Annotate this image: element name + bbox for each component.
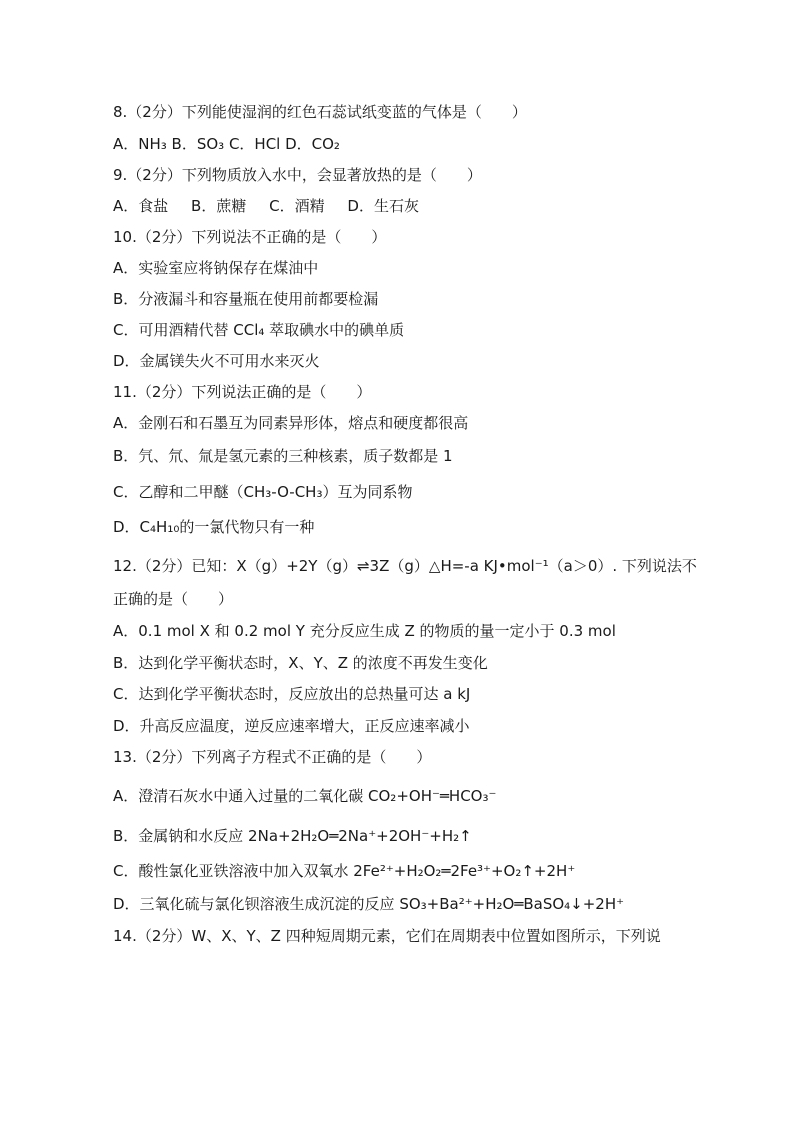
question-9-stem: 9.（2分）下列物质放入水中，会显著放热的是（ ） — [113, 166, 482, 184]
question-12-option-d: D．升高反应温度，逆反应速率增大，正反应速率减小 — [113, 717, 470, 735]
question-12-option-a: A．0.1 mol X 和 0.2 mol Y 充分反应生成 Z 的物质的量一定小于 0.3 mol — [113, 622, 616, 640]
question-14-stem: 14.（2分）W、X、Y、Z 四种短周期元素，它们在周期表中位置如图所示，下列说 — [113, 927, 661, 945]
question-13-option-b: B．金属钠和水反应 2Na+2H₂O═2Na⁺+2OH⁻+H₂↑ — [113, 827, 472, 845]
question-10-option-b: B．分液漏斗和容量瓶在使用前都要检漏 — [113, 290, 379, 308]
question-9-option-a: A．食盐 — [113, 197, 169, 215]
question-12-option-c: C．达到化学平衡状态时，反应放出的总热量可达 a kJ — [113, 685, 471, 703]
question-13-stem: 13.（2分）下列离子方程式不正确的是（ ） — [113, 748, 432, 766]
question-10-option-c: C．可用酒精代替 CCl₄ 萃取碘水中的碘单质 — [113, 321, 405, 339]
question-11-option-a: A．金刚石和石墨互为同素异形体，熔点和硬度都很高 — [113, 414, 469, 432]
question-13-option-d: D．三氧化硫与氯化钡溶液生成沉淀的反应 SO₃+Ba²⁺+H₂O═BaSO₄↓+2H⁺ — [113, 895, 625, 913]
question-13-option-c: C．酸性氯化亚铁溶液中加入双氧水 2Fe²⁺+H₂O₂═2Fe³⁺+O₂↑+2H⁺ — [113, 862, 576, 880]
question-9-option-b: B．蔗糖 — [191, 197, 247, 215]
question-11-option-d: D．C₄H₁₀的一氯代物只有一种 — [113, 518, 315, 536]
question-10-stem: 10.（2分）下列说法不正确的是（ ） — [113, 228, 387, 246]
question-10-option-a: A．实验室应将钠保存在煤油中 — [113, 259, 319, 277]
question-9-option-d: D．生石灰 — [347, 197, 419, 215]
question-9-option-c: C．酒精 — [269, 197, 325, 215]
question-10-option-d: D．金属镁失火不可用水来灭火 — [113, 352, 320, 370]
question-11-stem: 11.（2分）下列说法正确的是（ ） — [113, 383, 372, 401]
question-8-options: A．NH₃ B．SO₃ C．HCl D．CO₂ — [113, 135, 340, 153]
question-9-options — [113, 196, 419, 216]
question-11-option-b: B．氕、氘、氚是氢元素的三种核素，质子数都是 1 — [113, 447, 453, 465]
question-12-stem-line-1: 12.（2分）已知：X（g）+2Y（g）⇌3Z（g）△H=-a KJ•mol⁻¹（a＞0）. 下列说法不 — [113, 557, 697, 575]
question-12-stem-line-2: 正确的是（ ） — [113, 590, 234, 608]
question-8-stem: 8.（2分）下列能使湿润的红色石蕊试纸变蓝的气体是（ ） — [113, 103, 527, 121]
question-11-option-c: C．乙醇和二甲醚（CH₃-O-CH₃）互为同系物 — [113, 483, 413, 501]
question-12-option-b: B．达到化学平衡状态时，X、Y、Z 的浓度不再发生变化 — [113, 654, 488, 672]
question-13-option-a: A．澄清石灰水中通入过量的二氧化碳 CO₂+OH⁻═HCO₃⁻ — [113, 787, 497, 805]
